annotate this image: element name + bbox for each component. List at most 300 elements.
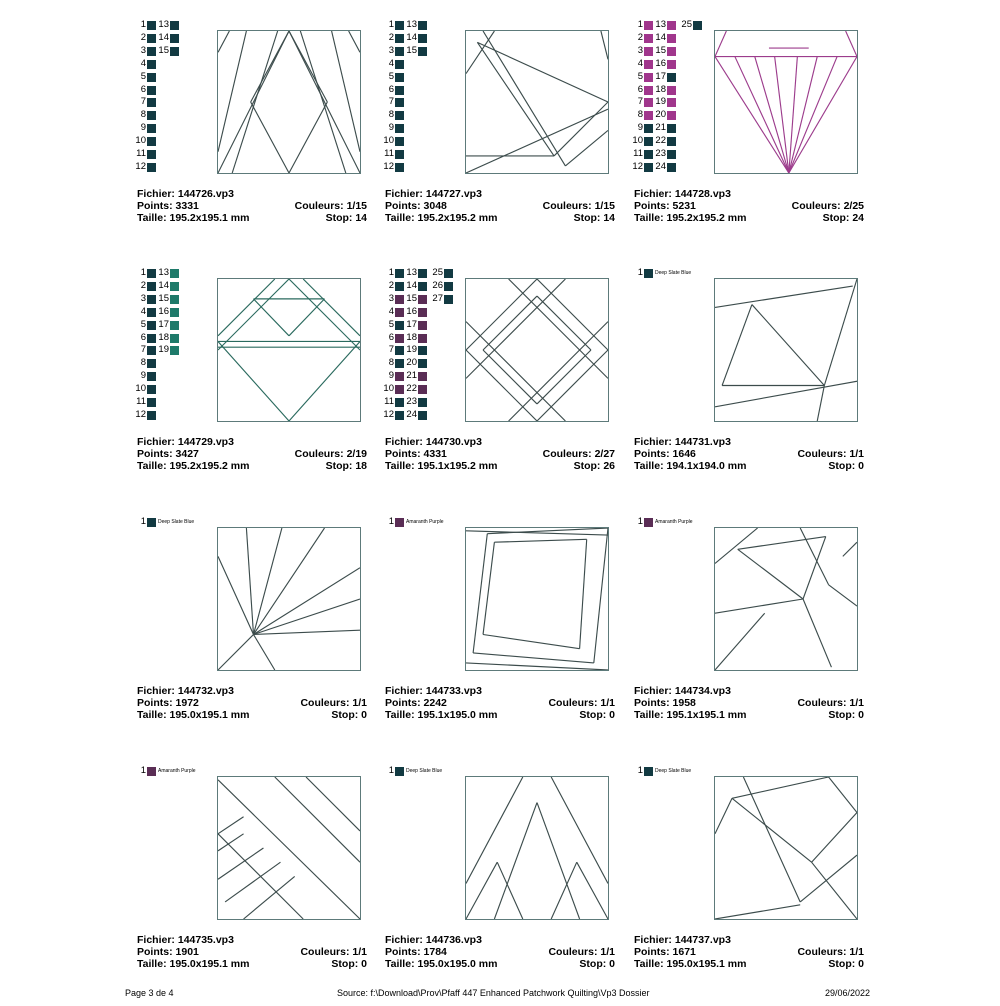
thread-number: 1 [140,516,146,527]
thread-number: 12 [383,160,394,172]
thread-number: 15 [158,292,169,304]
stitch-outline [715,279,857,421]
design-card [634,517,874,757]
size-field [385,212,497,224]
size-row [137,212,367,224]
stitch-line [254,630,361,634]
file-row [385,685,615,697]
size-field [385,460,497,472]
design-preview [217,527,361,671]
stop-value: 0 [858,460,864,472]
size-field [137,460,249,472]
stitch-line [218,279,289,350]
size-value: 194.1x194.0 mm [666,460,747,472]
thread-swatch [418,321,427,330]
stitch-outline [466,31,608,173]
size-row [137,460,367,472]
thread-swatch [147,124,156,133]
stitch-line [755,57,789,173]
thread-number: 19 [158,344,169,356]
thread-number: 6 [388,331,394,343]
thread-number: 10 [135,135,146,147]
stitch-line [812,813,857,863]
stitch-line [483,296,537,350]
thread-swatch [667,150,676,159]
thread-number: 7 [388,96,394,108]
thread-swatch [667,111,676,120]
thread-swatch [667,163,676,172]
colors-field [300,946,367,958]
file-label: Fichier: [634,188,672,200]
thread-number: 7 [388,344,394,356]
thread-number: 9 [388,370,394,382]
stitch-line [306,777,360,831]
thread-number: 16 [158,305,169,317]
size-row [634,212,864,224]
thread-swatch [418,411,427,420]
file-field [137,188,234,200]
stitch-line [251,31,289,102]
size-label: Taille: [634,709,664,721]
thread-number: 27 [432,292,443,304]
stop-field [823,212,864,224]
stitch-line [554,102,608,156]
file-label: Fichier: [634,436,672,448]
thread-number: 1 [637,19,643,30]
design-card [385,268,625,508]
stitch-line [483,31,565,166]
thread-swatch [395,137,404,146]
stop-value: 0 [858,958,864,970]
thread-number: 6 [637,83,643,95]
thread-number: 5 [140,70,146,82]
colors-value: 1/1 [600,946,615,958]
stitch-outline [466,777,608,919]
thread-swatch [667,124,676,133]
thread-number: 14 [406,31,417,43]
size-value: 195.0x195.0 mm [417,958,498,970]
file-field [634,436,731,448]
stop-value: 0 [609,709,615,721]
size-label: Taille: [137,212,167,224]
size-label: Taille: [385,958,415,970]
stitch-line [494,539,586,542]
thread-number: 2 [140,279,146,291]
stitch-line [254,599,361,635]
colors-label: Couleurs: [542,200,592,212]
thread-swatch [418,282,427,291]
points-value: 1972 [175,697,199,709]
design-info [137,188,367,224]
design-preview [465,278,609,422]
colors-field [548,946,615,958]
thread-swatch [395,150,404,159]
thread-swatch [418,385,427,394]
thread-number: 10 [383,135,394,147]
stitch-line [829,777,857,813]
thread-number: 5 [140,318,146,330]
size-label: Taille: [634,212,664,224]
stop-value: 14 [355,212,367,224]
size-row [385,460,615,472]
points-field [385,200,447,212]
thread-number: 12 [383,408,394,420]
thread-number: 12 [632,160,643,172]
design-card [137,517,377,757]
stitch-line [289,299,325,336]
thread-swatch [147,86,156,95]
thread-number: 1 [637,765,643,776]
thread-number: 9 [140,122,146,134]
thread-number: 14 [406,279,417,291]
thread-number: 15 [655,44,666,56]
thread-swatch [418,269,427,278]
points-label: Points: [385,448,421,460]
print-date: 29/06/2022 [825,988,871,998]
stitch-outline [218,279,360,421]
stitch-line [843,542,857,556]
thread-color-name: Amaranth Purple [655,519,693,525]
file-name: 144737.vp3 [674,934,731,946]
file-field [385,188,482,200]
stitch-line [254,568,361,635]
file-field [634,188,731,200]
stitch-line [254,528,282,635]
file-row [634,934,864,946]
stop-label: Stop: [822,212,850,224]
thread-number: 13 [158,19,169,30]
points-row [634,697,864,709]
design-info [137,685,367,721]
thread-swatch [147,73,156,82]
size-label: Taille: [385,460,415,472]
thread-swatch [395,98,404,107]
stitch-line [594,528,608,663]
size-field [634,958,746,970]
stitch-line [537,279,608,350]
size-field [137,958,249,970]
stitch-line [803,599,831,667]
thread-number: 14 [158,31,169,43]
size-label: Taille: [634,460,664,472]
file-label: Fichier: [137,188,175,200]
thread-number: 1 [388,19,394,30]
thread-number: 6 [140,331,146,343]
points-row [385,946,615,958]
thread-number: 4 [388,305,394,317]
thread-number: 26 [432,279,443,291]
file-label: Fichier: [385,934,423,946]
file-field [385,934,482,946]
stitch-line [218,556,254,634]
thread-swatch [170,47,179,56]
size-value: 195.0x195.1 mm [666,958,747,970]
file-label: Fichier: [385,188,423,200]
thread-number: 2 [388,31,394,43]
colors-label: Couleurs: [300,946,350,958]
thread-number: 8 [140,357,146,369]
colors-field [797,946,864,958]
stitch-line [466,862,497,919]
design-preview [217,278,361,422]
thread-swatch [147,137,156,146]
thread-swatch [395,60,404,69]
stitch-line [738,537,826,550]
stop-value: 14 [603,212,615,224]
thread-number: 4 [388,57,394,69]
thread-number: 8 [140,109,146,121]
size-field [634,212,746,224]
thread-number: 5 [388,318,394,330]
stop-value: 0 [361,958,367,970]
stitch-line [466,279,565,378]
file-row [137,934,367,946]
points-value: 1958 [672,697,696,709]
stitch-outline [218,31,360,173]
stitch-line [473,653,594,663]
stitch-line [254,528,325,635]
stitch-line [800,855,857,902]
thread-number: 19 [406,344,417,356]
thread-number: 2 [388,279,394,291]
stitch-line [289,31,360,173]
design-info [385,188,615,224]
thread-swatch [147,60,156,69]
stop-field [574,212,615,224]
stitch-line [509,322,608,421]
thread-number: 12 [135,408,146,420]
thread-number: 3 [637,44,643,56]
thread-number: 19 [655,96,666,108]
points-field [137,200,199,212]
points-value: 5231 [672,200,696,212]
points-value: 1671 [672,946,696,958]
thread-swatch [170,346,179,355]
thread-number: 15 [158,44,169,56]
thread-number: 7 [637,96,643,108]
thread-swatch [667,21,676,30]
size-row [634,709,864,721]
colors-field [548,697,615,709]
stitch-line [551,862,577,919]
size-row [137,958,367,970]
thread-number: 1 [388,765,394,776]
file-field [137,934,234,946]
design-card [634,20,874,260]
thread-number: 1 [637,267,643,278]
thread-swatch [667,137,676,146]
points-label: Points: [137,200,173,212]
design-preview [714,776,858,920]
stitch-line [332,31,360,152]
thread-swatch [418,346,427,355]
stitch-line [289,102,327,173]
thread-swatch [395,124,404,133]
stitch-line [803,537,826,599]
colors-value: 1/1 [352,697,367,709]
points-field [137,697,199,709]
thread-number: 4 [140,305,146,317]
points-label: Points: [385,697,421,709]
colors-label: Couleurs: [548,697,598,709]
thread-swatch [147,359,156,368]
thread-swatch [693,21,702,30]
design-info [634,934,864,970]
thread-swatch [444,282,453,291]
stop-field [828,958,864,970]
points-field [634,697,696,709]
points-label: Points: [634,697,670,709]
file-label: Fichier: [137,685,175,697]
size-value: 195.0x195.1 mm [169,958,250,970]
stitch-line [732,798,812,862]
thread-number: 3 [140,292,146,304]
thread-number: 11 [633,148,643,159]
design-card [634,766,874,1006]
stop-label: Stop: [331,958,359,970]
file-label: Fichier: [137,436,175,448]
points-label: Points: [634,448,670,460]
stitch-line [303,279,360,336]
file-field [634,685,731,697]
thread-number: 12 [135,160,146,172]
thread-color-name: Deep Slate Blue [655,768,692,774]
stop-value: 0 [609,958,615,970]
thread-number: 22 [655,135,666,147]
file-name: 144726.vp3 [177,188,234,200]
design-info [385,685,615,721]
size-row [634,958,864,970]
stop-value: 24 [852,212,864,224]
stop-label: Stop: [579,709,607,721]
thread-number: 9 [637,122,643,134]
stitch-line [218,848,263,879]
thread-number: 5 [388,70,394,82]
stitch-line [715,528,758,564]
thread-number: 13 [406,267,417,278]
thread-swatch [147,398,156,407]
colors-value: 2/25 [843,200,864,212]
stitch-outline [218,777,360,919]
file-label: Fichier: [385,685,423,697]
design-info [385,436,615,472]
stitch-line [577,862,608,919]
thread-number: 15 [406,44,417,56]
stitch-line [735,57,789,173]
thread-swatch [418,21,427,30]
stitch-line [254,635,275,671]
thread-number: 6 [388,83,394,95]
file-name: 144730.vp3 [425,436,482,448]
thread-number: 16 [655,57,666,69]
stop-field [331,958,367,970]
thread-number: 21 [406,370,417,382]
stitch-line [580,539,587,648]
thread-number: 10 [632,135,643,147]
design-preview [714,30,858,174]
stitch-line [715,613,765,670]
points-label: Points: [385,946,421,958]
thread-number: 5 [637,70,643,82]
stitch-line [722,305,752,386]
stitch-line [715,905,800,919]
thread-number: 18 [655,83,666,95]
points-field [137,448,199,460]
size-value: 195.2x195.2 mm [666,212,747,224]
stitch-line [218,341,289,421]
colors-field [295,200,367,212]
size-row [137,709,367,721]
points-row [385,697,615,709]
design-preview [217,30,361,174]
thread-swatch [170,282,179,291]
colors-label: Couleurs: [542,448,592,460]
stop-field [331,709,367,721]
thread-swatch [395,86,404,95]
points-label: Points: [385,200,421,212]
points-value: 3331 [175,200,199,212]
thread-number: 9 [388,122,394,134]
stitch-line [289,279,360,350]
thread-number: 17 [158,318,169,330]
stop-label: Stop: [331,709,359,721]
colors-label: Couleurs: [300,697,350,709]
design-card [137,20,377,260]
stop-field [326,212,367,224]
file-row [634,188,864,200]
stitch-outline [466,279,608,421]
stitch-line [537,350,591,404]
stitch-outline [466,528,608,670]
size-field [137,709,249,721]
file-name: 144729.vp3 [177,436,234,448]
stitch-line [743,777,800,902]
stitch-line [775,57,789,173]
design-preview [714,527,858,671]
stop-label: Stop: [573,212,601,224]
thread-number: 8 [637,109,643,121]
file-field [137,685,234,697]
thread-number: 2 [637,31,643,43]
thread-number: 1 [140,19,146,30]
thread-number: 20 [655,109,666,121]
stitch-line [218,780,360,919]
stitch-line [289,31,327,102]
stitch-line [349,31,360,52]
stop-field [574,460,615,472]
thread-swatch [418,372,427,381]
stitch-outline [715,31,857,173]
stitch-line [715,286,853,307]
stitch-line [537,350,608,421]
thread-swatch [667,86,676,95]
stitch-line [232,31,277,173]
colors-label: Couleurs: [294,200,344,212]
thread-number: 23 [406,396,417,407]
thread-number: 11 [384,396,394,407]
colors-label: Couleurs: [797,697,847,709]
size-value: 195.1x195.0 mm [417,709,498,721]
thread-color-name: Amaranth Purple [158,768,196,774]
thread-swatch [667,98,676,107]
file-name: 144732.vp3 [177,685,234,697]
stitch-line [509,279,608,378]
thread-color-name: Amaranth Purple [406,519,444,525]
points-value: 1901 [175,946,199,958]
thread-number: 25 [432,267,443,278]
thread-number: 2 [140,31,146,43]
thread-number: 14 [158,279,169,291]
